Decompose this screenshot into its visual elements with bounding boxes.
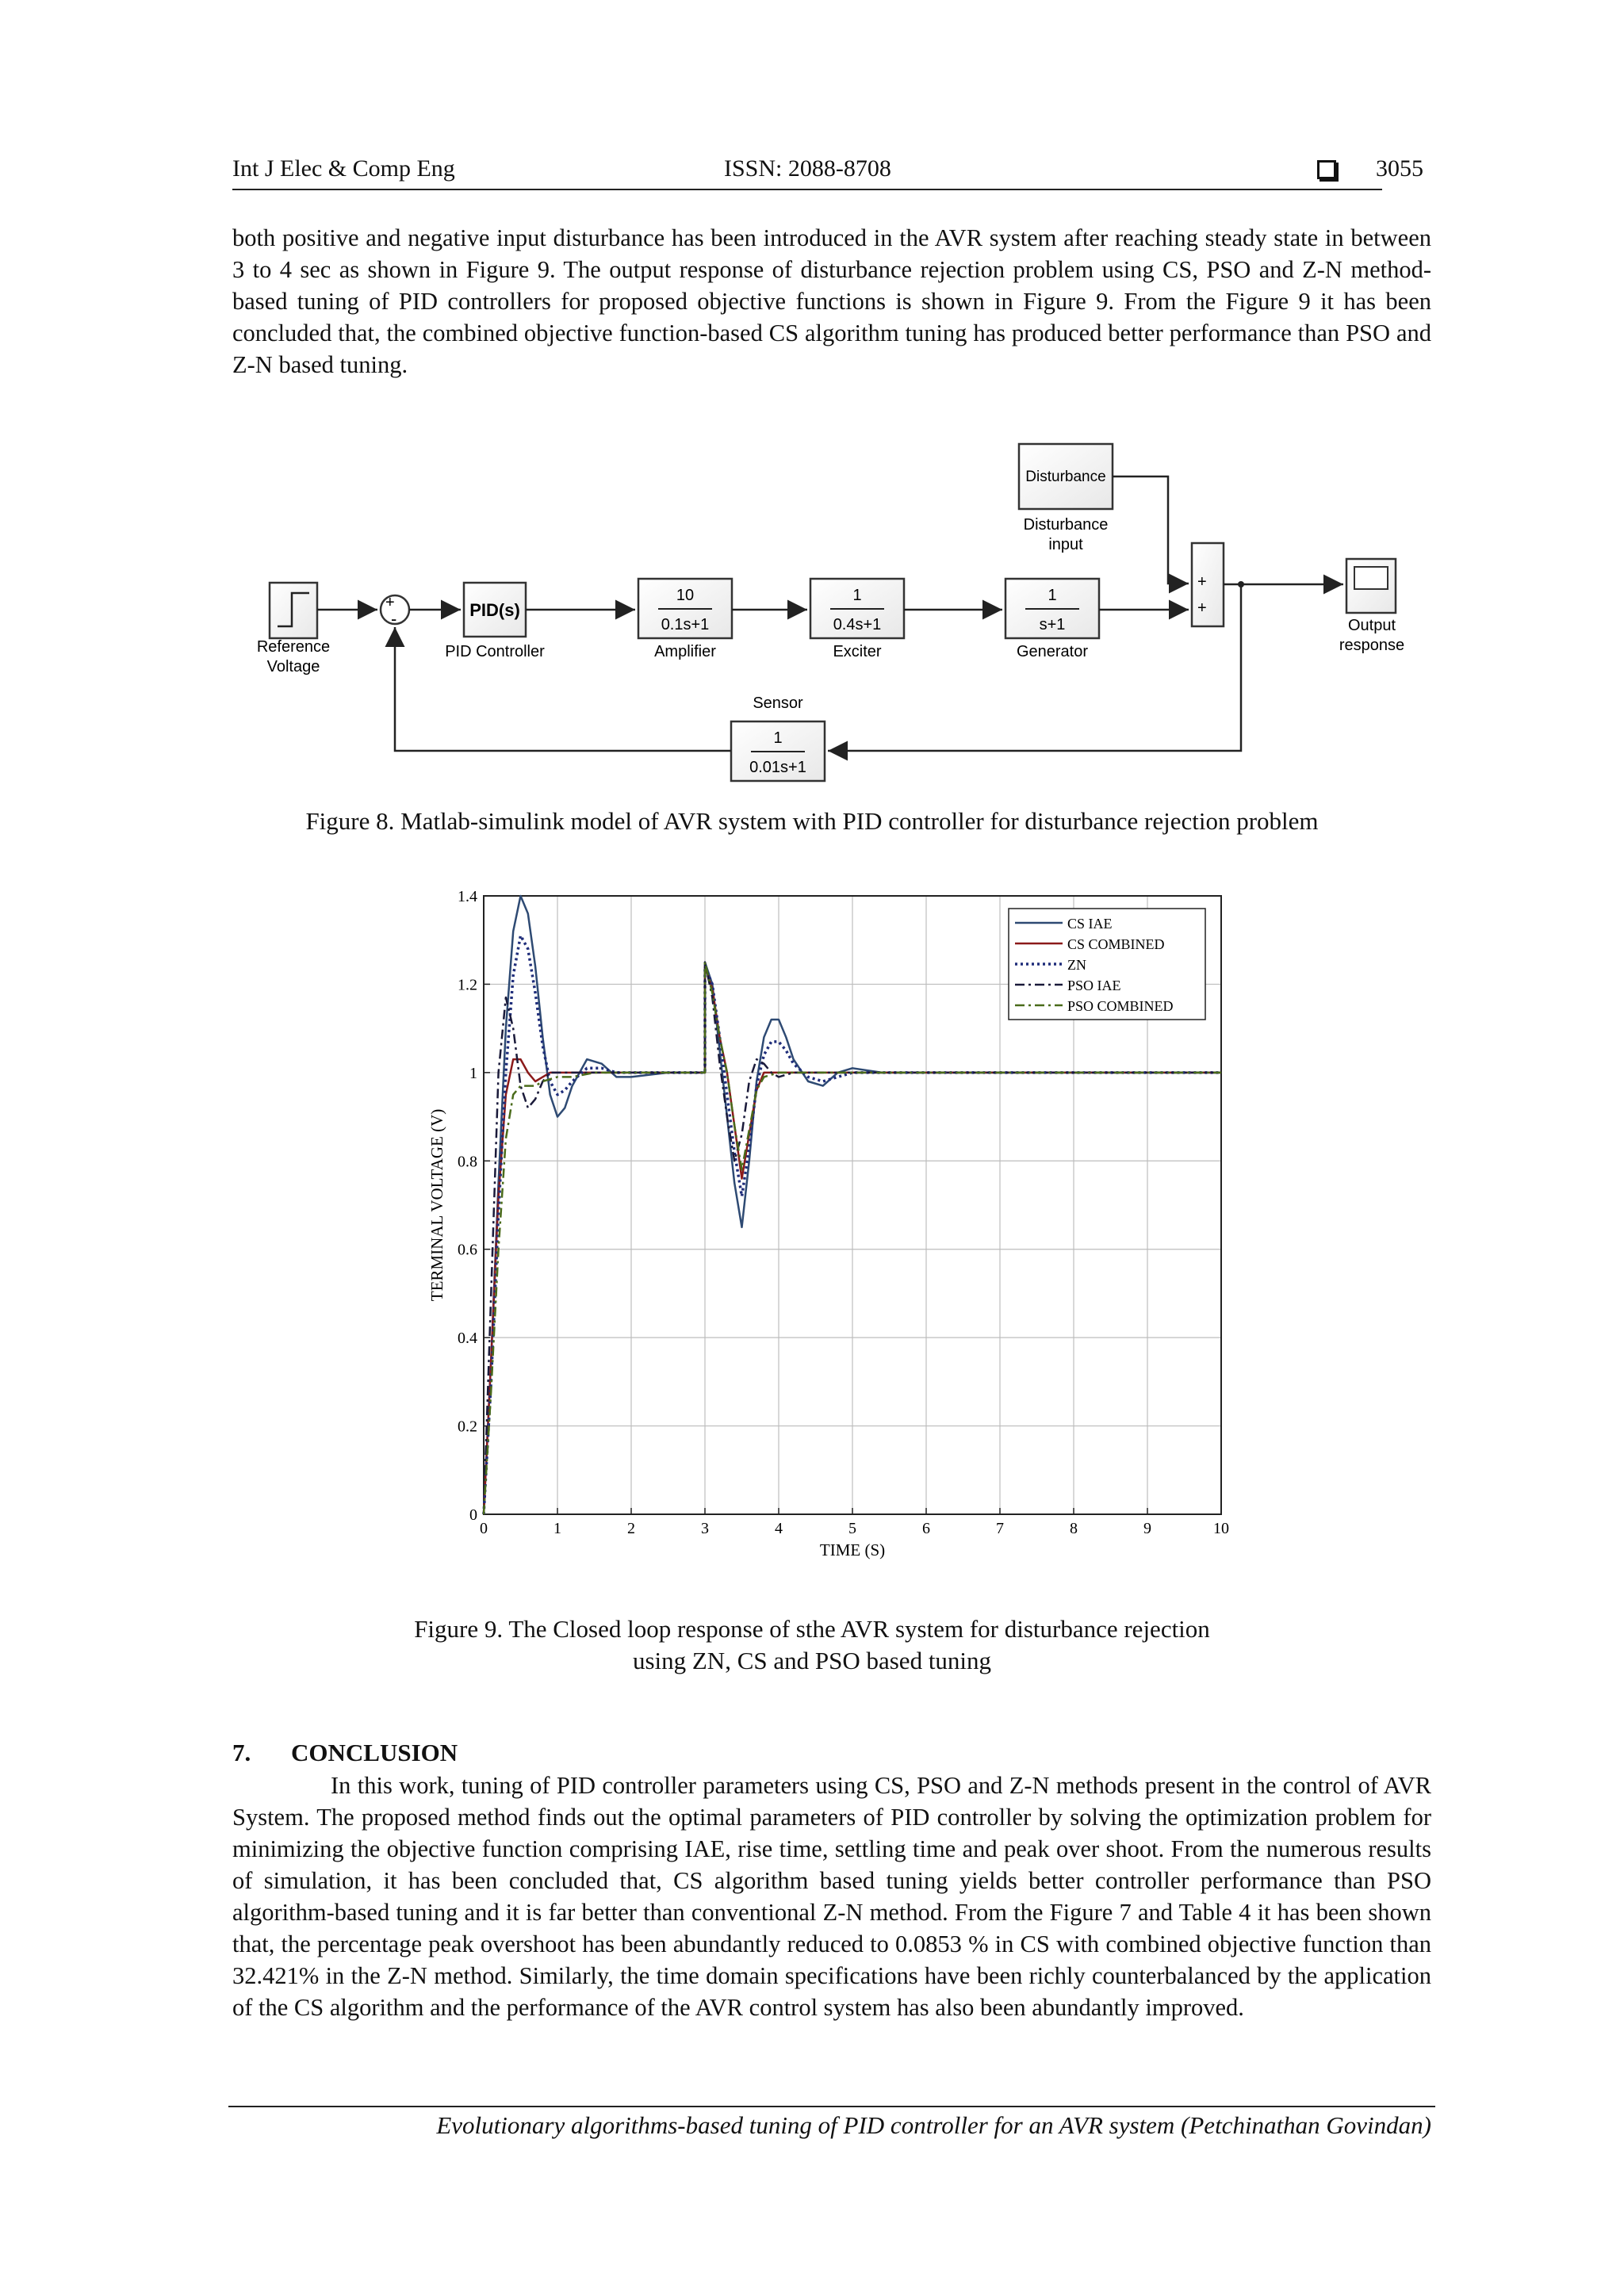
issn: ISSN: 2088-8708 (724, 155, 891, 182)
pid-block-text: PID(s) (469, 600, 520, 620)
x-tick-label: 4 (775, 1520, 783, 1537)
output-label-2: response (1339, 637, 1405, 654)
legend-label: CS COMBINED (1067, 936, 1165, 952)
sensor-label: Sensor (753, 695, 803, 712)
y-tick-label: 0.6 (458, 1241, 477, 1259)
disturbance-block-text: Disturbance (1025, 469, 1106, 485)
output-label: Output (1347, 617, 1396, 634)
legend-label: PSO COMBINED (1067, 998, 1174, 1014)
x-tick-label: 10 (1213, 1520, 1229, 1537)
x-tick-label: 2 (627, 1520, 635, 1537)
section-heading (232, 1739, 458, 1767)
sum1-plus-sign: + (385, 594, 395, 611)
y-tick-label: 1 (469, 1064, 477, 1082)
x-tick-label: 6 (922, 1520, 930, 1537)
sum2-plus-bottom: + (1197, 599, 1207, 617)
output-scope-block (1346, 559, 1396, 613)
figure9-chart (420, 872, 1237, 1570)
figure9-caption-line1: Figure 9. The Closed loop response of sthe AVR system for disturbance rejection (414, 1615, 1210, 1643)
amp-denominator: 0.1s+1 (661, 616, 710, 633)
amp-label: Amplifier (654, 643, 716, 660)
sensor-numerator: 1 (773, 729, 783, 747)
gen-denominator: s+1 (1039, 616, 1066, 633)
x-tick-label: 0 (480, 1520, 488, 1537)
journal-name: Int J Elec & Comp Eng (232, 155, 455, 182)
intro-paragraph: both positive and negative input disturbance has been introduced in the AVR system after reaching steady state in between 3 to 4 sec as shown in Figure 9. The output response of disturbance rejection problem using CS, PSO and Z-N method-based tuning of PID controllers for proposed objective functions is shown in Figure 9. From the Figure 9 it has been concluded that, the combined objective function-based CS algorithm tuning has produced better performance than PSO and Z-N based tuning. (232, 224, 1431, 378)
x-tick-label: 5 (848, 1520, 856, 1537)
sum2-plus-top: + (1197, 573, 1207, 591)
exc-denominator: 0.4s+1 (833, 616, 882, 633)
figure8-block-diagram (238, 428, 1427, 801)
square-bullet-icon (1317, 160, 1336, 179)
y-tick-label: 0 (469, 1506, 477, 1524)
reference-label-2: Voltage (266, 658, 320, 675)
y-tick-label: 0.8 (458, 1153, 477, 1171)
page-footer: Evolutionary algorithms-based tuning of PID controller for an AVR system (Petchinathan Govindan) (436, 2111, 1431, 2139)
footer-rule (228, 2106, 1435, 2107)
exc-numerator: 1 (852, 587, 862, 604)
pid-label: PID Controller (445, 643, 545, 660)
legend-label: CS IAE (1067, 916, 1113, 932)
section-title: CONCLUSION (291, 1739, 458, 1766)
page-header (232, 155, 1423, 190)
y-tick-label: 0.2 (458, 1418, 477, 1436)
legend-label: PSO IAE (1067, 978, 1121, 993)
y-tick-label: 1.4 (458, 888, 477, 905)
exc-label: Exciter (833, 643, 882, 660)
chart-x-axis-label: TIME (S) (819, 1540, 886, 1559)
sum1-minus-sign: - (391, 609, 397, 629)
conclusion-paragraph: In this work, tuning of PID controller parameters using CS, PSO and Z-N methods present in the control of AVR System. The proposed method finds out the optimal parameters of PID controller by solving the optimization problem for minimizing the objective function comprising IAE, rise time, settling time and peak over shoot. From the numerous results of simulation, it has been concluded that, CS algorithm based tuning yields better controller performance than PSO algorithm-based tuning and it is far better than conventional Z-N method. From the Figure 7 and Table 4 it has been shown that, the percentage peak overshoot has been abundantly reduced to 0.0853 % in CS with combined objective function than 32.421% in the Z-N method. Similarly, the time domain specifications have been richly counterbalanced by the application of the CS algorithm and the performance of the AVR control system has also been abundantly improved. (232, 1772, 1431, 2021)
legend-label: ZN (1067, 957, 1086, 973)
x-tick-label: 7 (996, 1520, 1004, 1537)
disturbance-label-2: input (1048, 536, 1083, 553)
sensor-denominator: 0.01s+1 (749, 759, 806, 776)
reference-step-block (270, 583, 317, 638)
x-tick-label: 1 (553, 1520, 561, 1537)
chart-legend (1009, 909, 1205, 1020)
disturbance-label: Disturbance (1023, 516, 1109, 534)
reference-label: Reference (256, 638, 331, 656)
amp-numerator: 10 (676, 587, 695, 604)
page-number: 3055 (1376, 155, 1423, 182)
x-tick-label: 8 (1070, 1520, 1078, 1537)
y-tick-label: 0.4 (458, 1330, 477, 1348)
chart-y-axis-label: TERMINAL VOLTAGE (V) (427, 1108, 446, 1302)
sum-block-2 (1192, 543, 1224, 626)
gen-numerator: 1 (1048, 587, 1057, 604)
y-tick-label: 1.2 (458, 976, 477, 994)
section-number: 7. (232, 1739, 251, 1766)
x-tick-label: 9 (1143, 1520, 1151, 1537)
gen-label: Generator (1016, 643, 1089, 660)
figure8-caption: Figure 8. Matlab-simulink model of AVR system with PID controller for disturbance rejection problem (305, 807, 1319, 835)
figure9-caption-line2: using ZN, CS and PSO based tuning (632, 1647, 992, 1674)
x-tick-label: 3 (701, 1520, 709, 1537)
